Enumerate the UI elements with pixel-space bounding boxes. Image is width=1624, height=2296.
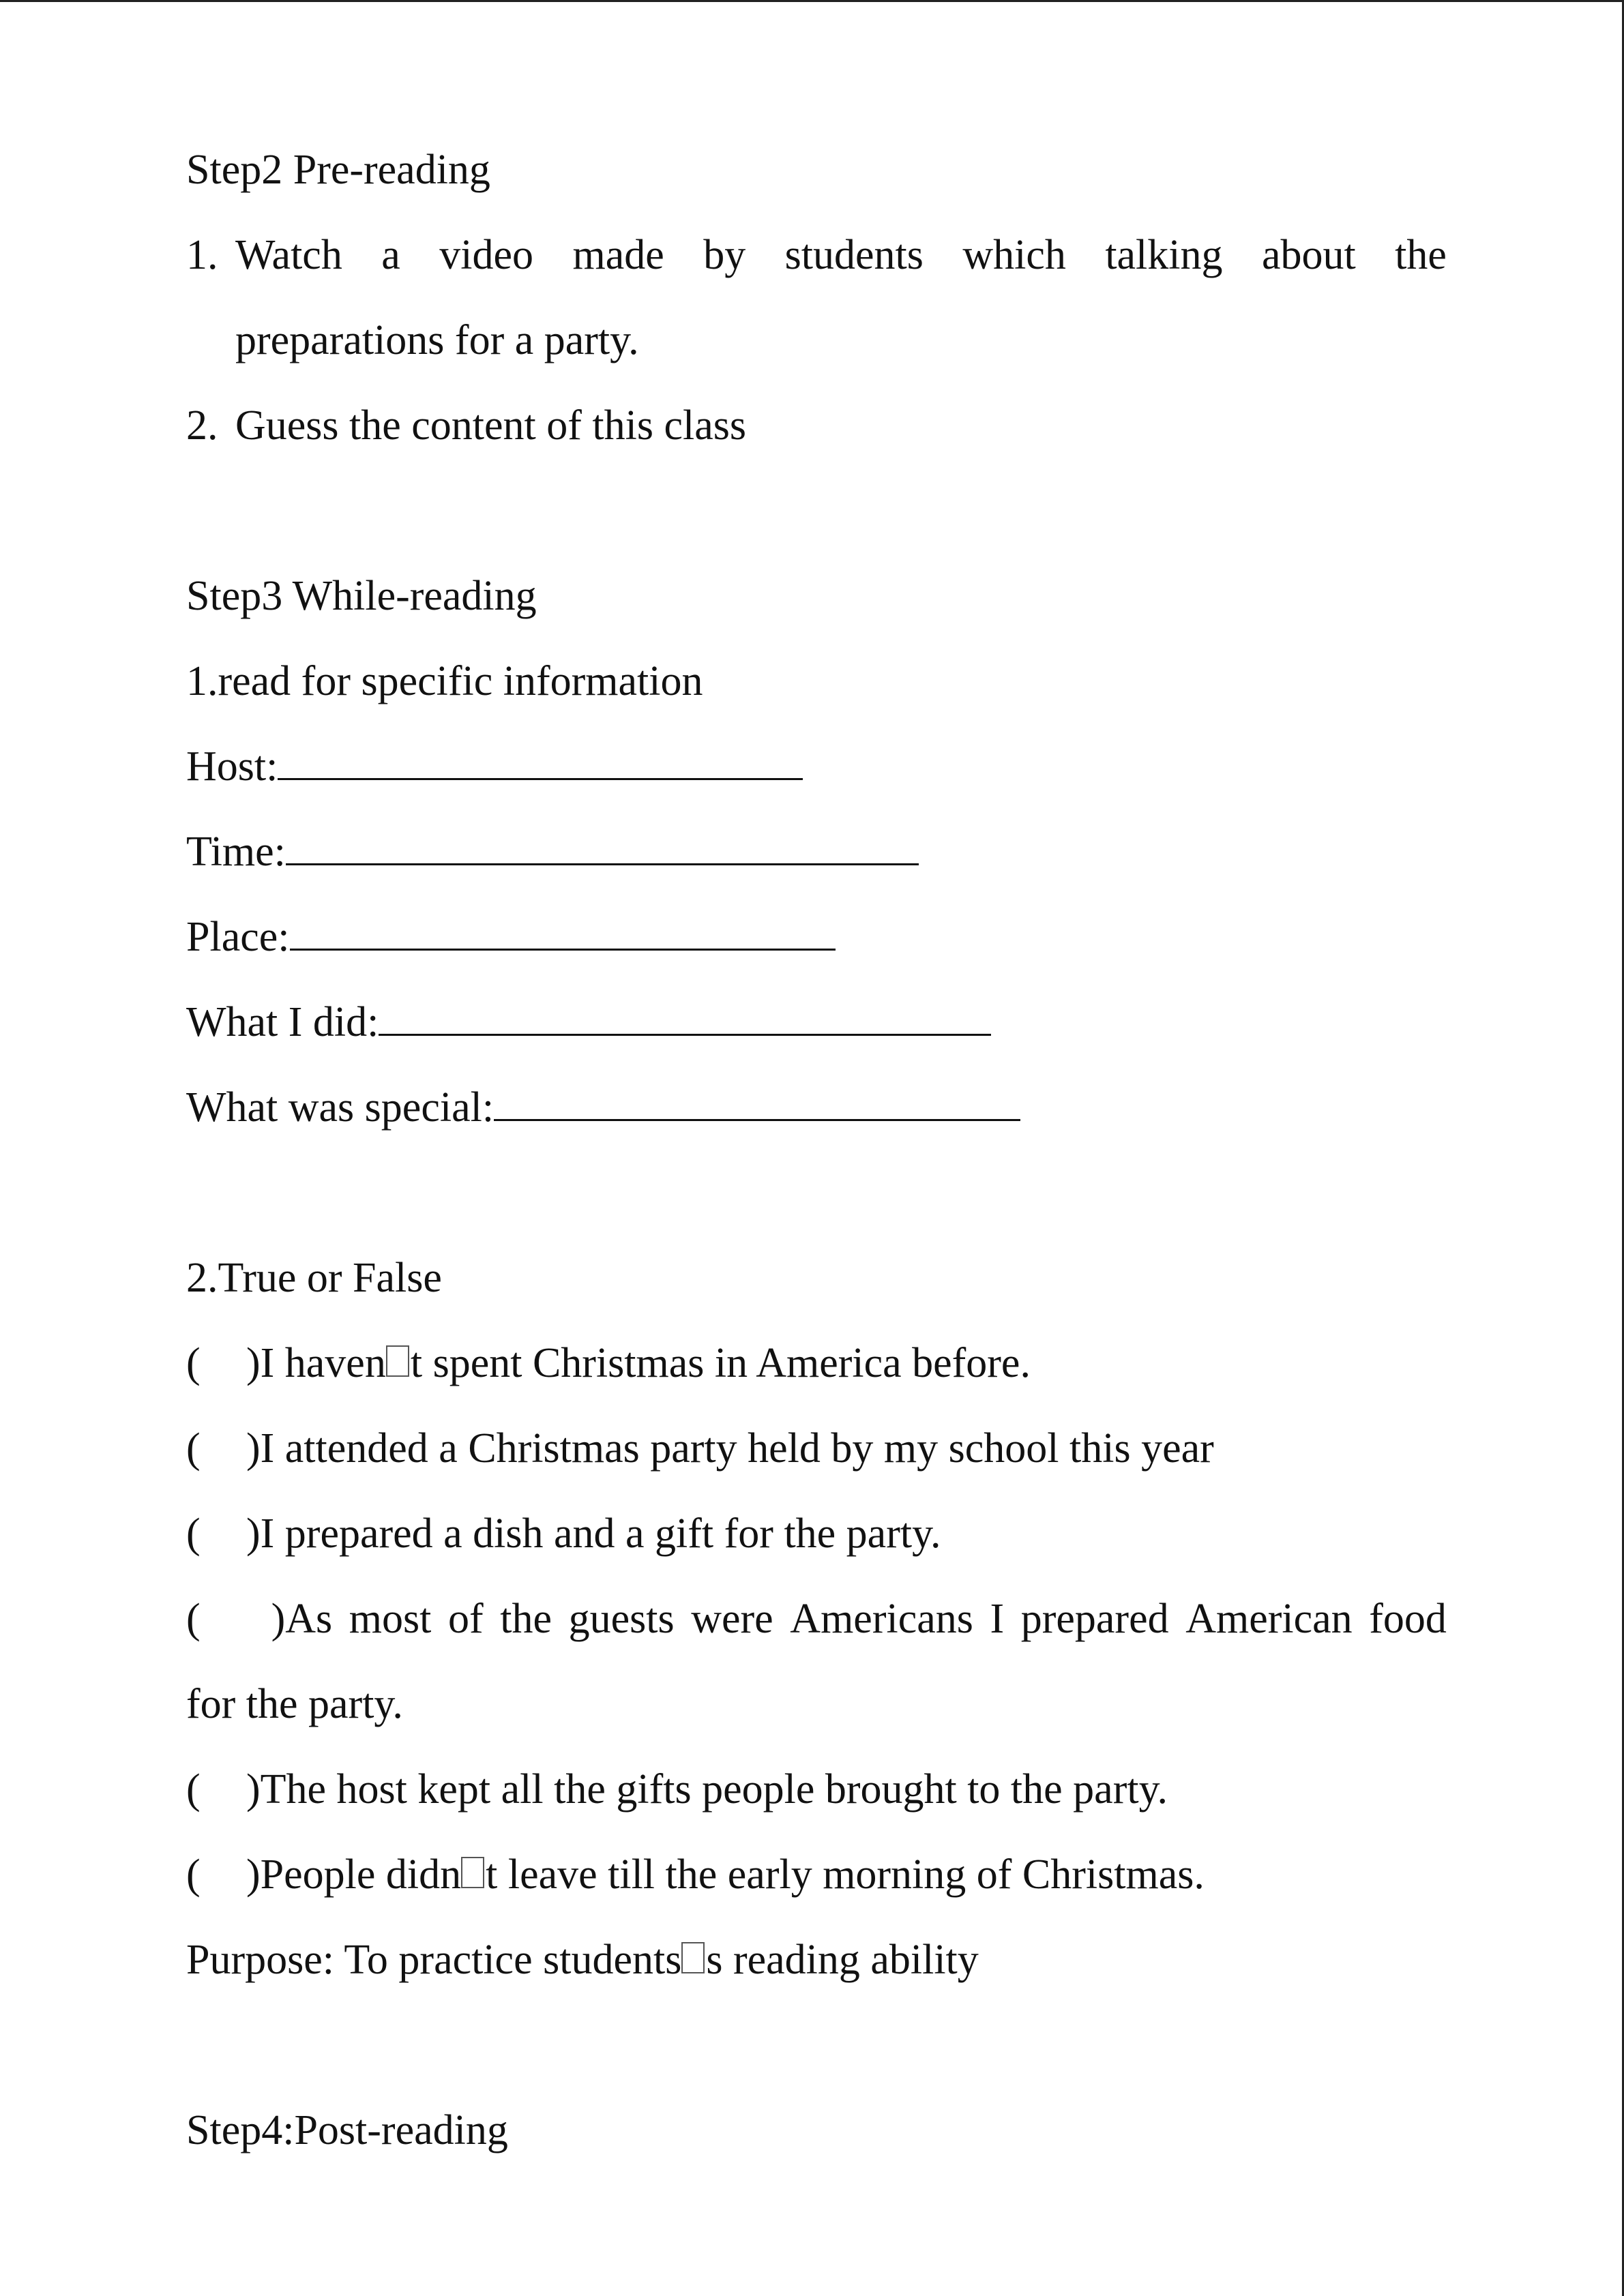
missing-glyph-icon xyxy=(461,1857,484,1888)
tf-text: t leave till the early morning of Christmas. xyxy=(486,1851,1205,1898)
missing-glyph-icon xyxy=(681,1942,705,1973)
step4-heading: Step4:Post-reading xyxy=(186,2107,508,2153)
tf-item-6 xyxy=(186,1847,1205,1902)
word: which xyxy=(962,232,1066,278)
missing-glyph-icon xyxy=(386,1345,409,1377)
answer-blank[interactable] xyxy=(290,910,836,951)
tf-text: )I haven xyxy=(246,1340,386,1386)
item-number: 1. xyxy=(186,232,218,278)
answer-paren[interactable]: ( xyxy=(186,1425,201,1472)
field-what-was-special xyxy=(186,1080,1020,1135)
tf-item-2 xyxy=(186,1421,1214,1476)
word: video xyxy=(439,232,534,278)
field-label: Time: xyxy=(186,829,286,875)
purpose-text: Purpose: To practice students xyxy=(186,1937,682,1983)
field-label: Place: xyxy=(186,914,290,960)
field-time xyxy=(186,824,919,879)
answer-paren[interactable]: ( xyxy=(186,1766,201,1813)
step2-item-2 xyxy=(186,398,746,453)
answer-blank[interactable] xyxy=(278,740,803,780)
step2-item-1 xyxy=(186,228,235,282)
word: talking xyxy=(1105,232,1223,278)
tf-item-5 xyxy=(186,1762,1168,1817)
answer-paren[interactable]: ( xyxy=(186,1510,201,1557)
answer-paren[interactable]: ( xyxy=(186,1596,201,1642)
answer-paren[interactable]: ( xyxy=(186,1851,201,1898)
step2-item-1-continuation: preparations for a party. xyxy=(235,317,639,363)
word: a xyxy=(381,232,400,278)
word: by xyxy=(703,232,746,278)
tf-item-4 xyxy=(186,1592,1447,1646)
field-label: What I did: xyxy=(186,999,379,1045)
step3-heading: Step3 While-reading xyxy=(186,573,537,619)
field-label: Host: xyxy=(186,743,278,790)
tf-item-4-continuation: for the party. xyxy=(186,1681,403,1727)
word: guests xyxy=(568,1596,675,1642)
word: I xyxy=(990,1596,1005,1642)
tf-text: )The host kept all the gifts people brought to the party. xyxy=(246,1766,1168,1813)
word: most xyxy=(349,1596,432,1642)
word: Americans xyxy=(790,1596,973,1642)
answer-blank[interactable] xyxy=(379,996,991,1036)
word: about xyxy=(1261,232,1356,278)
tf-text: )I prepared a dish and a gift for the party. xyxy=(246,1510,941,1557)
word: )As xyxy=(271,1596,333,1642)
word: Watch xyxy=(235,232,342,278)
answer-blank[interactable] xyxy=(286,825,919,865)
word: prepared xyxy=(1020,1596,1169,1642)
answer-blank[interactable] xyxy=(494,1081,1020,1121)
tf-text: )I attended a Christmas party held by my school this year xyxy=(246,1425,1214,1472)
word: the xyxy=(500,1596,552,1642)
word: the xyxy=(1395,232,1447,278)
step3-sub1: 1.read for specific information xyxy=(186,658,703,704)
tf-text: )People didn xyxy=(246,1851,462,1898)
word: made xyxy=(572,232,664,278)
purpose-text: s reading ability xyxy=(706,1937,979,1983)
tf-item-3 xyxy=(186,1506,941,1561)
word: of xyxy=(447,1596,484,1642)
tf-item-1 xyxy=(186,1336,1031,1390)
field-what-i-did xyxy=(186,995,991,1049)
word: students xyxy=(784,232,924,278)
field-place xyxy=(186,910,836,964)
field-label: What was special: xyxy=(186,1084,494,1131)
field-host xyxy=(186,739,803,794)
step2-heading: Step2 Pre-reading xyxy=(186,147,490,193)
item-text: Guess the content of this class xyxy=(235,402,747,449)
step2-item-1-text xyxy=(235,228,1447,282)
word: were xyxy=(691,1596,773,1642)
tf-text: t spent Christmas in America before. xyxy=(410,1340,1031,1386)
step3-sub2: 2.True or False xyxy=(186,1255,442,1301)
answer-paren[interactable]: ( xyxy=(186,1340,201,1386)
purpose-line xyxy=(186,1933,979,1987)
item-number: 2. xyxy=(186,402,218,449)
word: food xyxy=(1369,1596,1447,1642)
word: American xyxy=(1185,1596,1353,1642)
